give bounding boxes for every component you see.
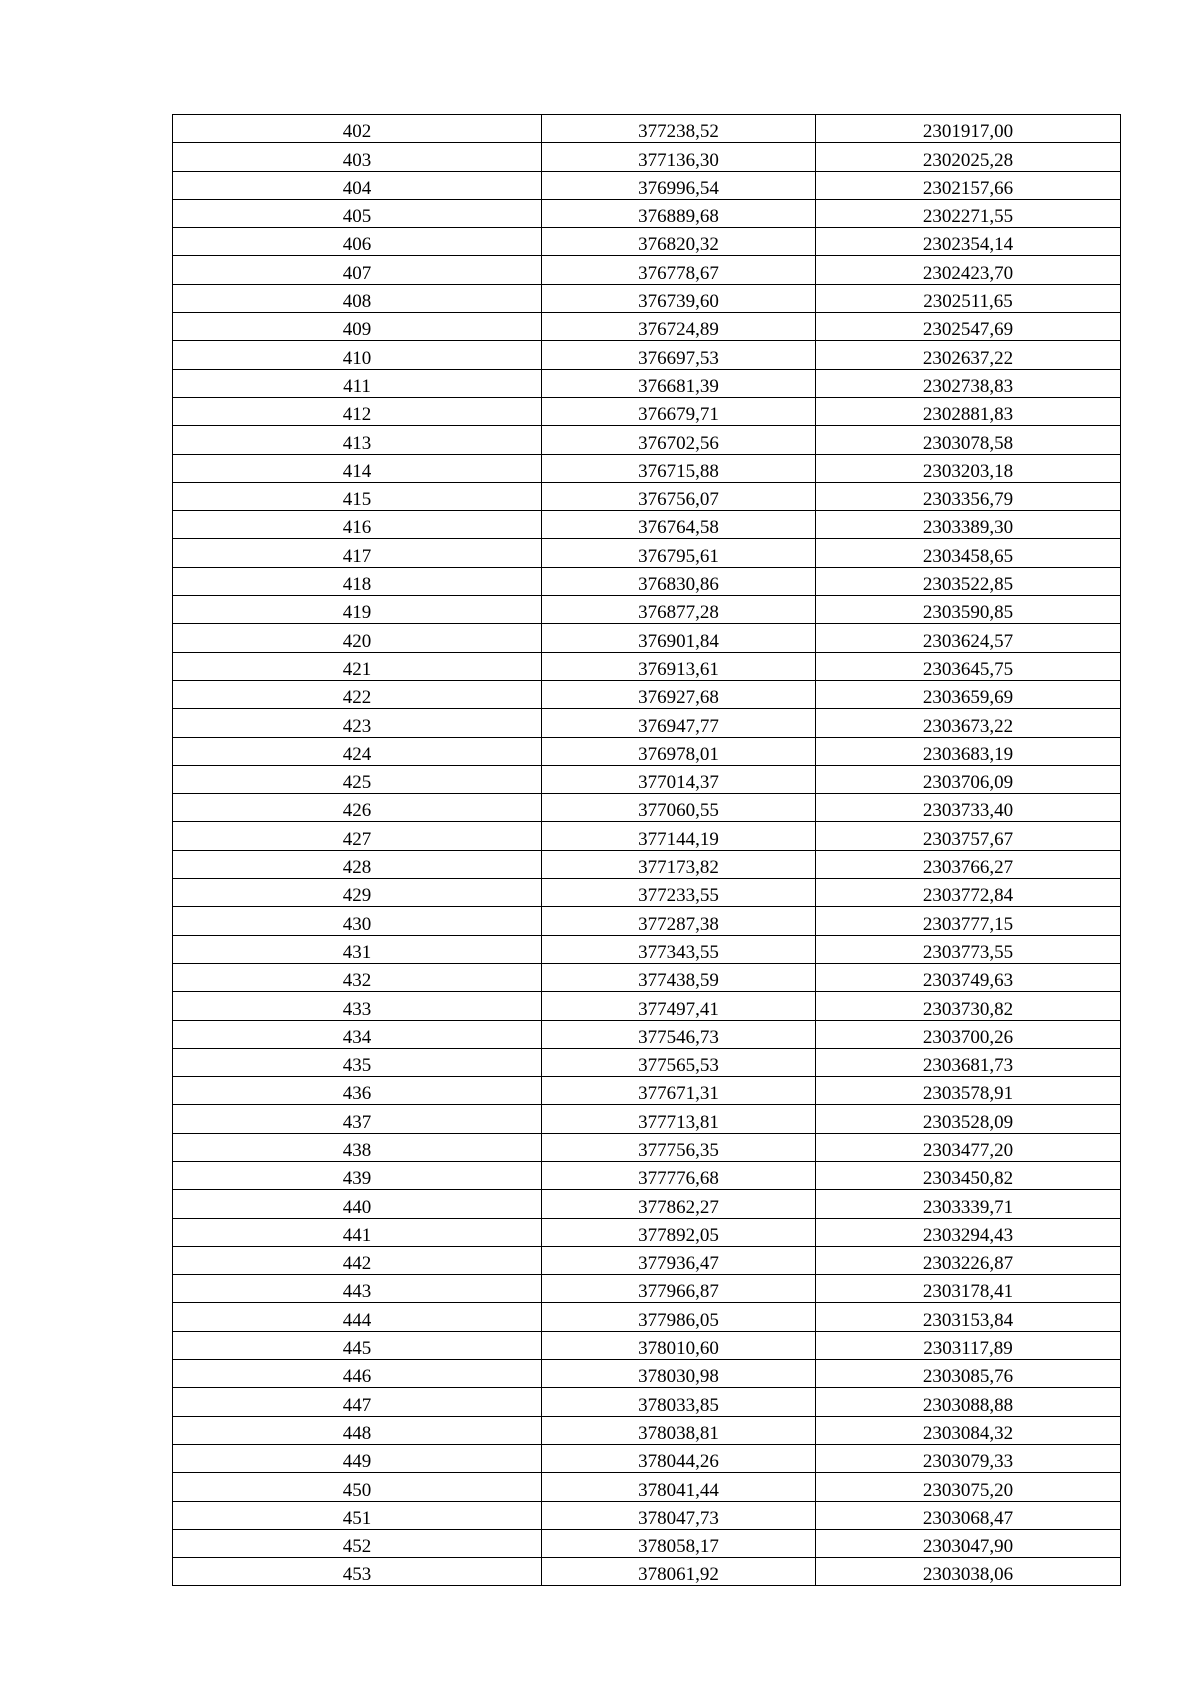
- coordinates-table-body: [173, 115, 1121, 1586]
- point-number-cell: 416: [173, 511, 542, 539]
- table-row: [173, 143, 1121, 171]
- y-coordinate-cell: 2303757,67: [816, 822, 1121, 850]
- x-coordinate-cell: 378061,92: [542, 1558, 816, 1586]
- x-coordinate-cell: 376820,32: [542, 228, 816, 256]
- point-number-cell: 425: [173, 765, 542, 793]
- y-coordinate-cell: 2303068,47: [816, 1501, 1121, 1529]
- table-row: [173, 1360, 1121, 1388]
- table-row: [173, 199, 1121, 227]
- point-number-cell: 433: [173, 992, 542, 1020]
- x-coordinate-cell: 376715,88: [542, 454, 816, 482]
- table-row: [173, 624, 1121, 652]
- point-number-cell: 439: [173, 1161, 542, 1189]
- point-number-cell: 403: [173, 143, 542, 171]
- x-coordinate-cell: 378030,98: [542, 1360, 816, 1388]
- y-coordinate-cell: 2303773,55: [816, 935, 1121, 963]
- x-coordinate-cell: 377136,30: [542, 143, 816, 171]
- point-number-cell: 427: [173, 822, 542, 850]
- y-coordinate-cell: 2303294,43: [816, 1218, 1121, 1246]
- point-number-cell: 429: [173, 879, 542, 907]
- point-number-cell: 423: [173, 709, 542, 737]
- y-coordinate-cell: 2303659,69: [816, 680, 1121, 708]
- table-row: [173, 426, 1121, 454]
- x-coordinate-cell: 376947,77: [542, 709, 816, 737]
- y-coordinate-cell: 2303117,89: [816, 1331, 1121, 1359]
- table-row: [173, 482, 1121, 510]
- point-number-cell: 417: [173, 539, 542, 567]
- table-row: [173, 1303, 1121, 1331]
- y-coordinate-cell: 2302157,66: [816, 171, 1121, 199]
- x-coordinate-cell: 376679,71: [542, 397, 816, 425]
- x-coordinate-cell: 377233,55: [542, 879, 816, 907]
- point-number-cell: 434: [173, 1020, 542, 1048]
- y-coordinate-cell: 2303681,73: [816, 1048, 1121, 1076]
- y-coordinate-cell: 2303706,09: [816, 765, 1121, 793]
- y-coordinate-cell: 2303178,41: [816, 1275, 1121, 1303]
- x-coordinate-cell: 377238,52: [542, 115, 816, 143]
- table-row: [173, 1558, 1121, 1586]
- y-coordinate-cell: 2302547,69: [816, 313, 1121, 341]
- y-coordinate-cell: 2302354,14: [816, 228, 1121, 256]
- y-coordinate-cell: 2303673,22: [816, 709, 1121, 737]
- table-row: [173, 822, 1121, 850]
- x-coordinate-cell: 377892,05: [542, 1218, 816, 1246]
- x-coordinate-cell: 376739,60: [542, 284, 816, 312]
- y-coordinate-cell: 2303450,82: [816, 1161, 1121, 1189]
- x-coordinate-cell: 378058,17: [542, 1529, 816, 1557]
- y-coordinate-cell: 2303772,84: [816, 879, 1121, 907]
- point-number-cell: 409: [173, 313, 542, 341]
- point-number-cell: 421: [173, 652, 542, 680]
- point-number-cell: 442: [173, 1246, 542, 1274]
- x-coordinate-cell: 377756,35: [542, 1133, 816, 1161]
- table-row: [173, 1048, 1121, 1076]
- y-coordinate-cell: 2302423,70: [816, 256, 1121, 284]
- table-row: [173, 313, 1121, 341]
- point-number-cell: 419: [173, 596, 542, 624]
- y-coordinate-cell: 2303528,09: [816, 1105, 1121, 1133]
- table-row: [173, 737, 1121, 765]
- point-number-cell: 411: [173, 369, 542, 397]
- x-coordinate-cell: 378038,81: [542, 1416, 816, 1444]
- x-coordinate-cell: 377343,55: [542, 935, 816, 963]
- table-row: [173, 907, 1121, 935]
- table-row: [173, 341, 1121, 369]
- table-row: [173, 171, 1121, 199]
- y-coordinate-cell: 2303088,88: [816, 1388, 1121, 1416]
- y-coordinate-cell: 2303477,20: [816, 1133, 1121, 1161]
- point-number-cell: 424: [173, 737, 542, 765]
- y-coordinate-cell: 2303084,32: [816, 1416, 1121, 1444]
- x-coordinate-cell: 376978,01: [542, 737, 816, 765]
- x-coordinate-cell: 376702,56: [542, 426, 816, 454]
- x-coordinate-cell: 377546,73: [542, 1020, 816, 1048]
- x-coordinate-cell: 376877,28: [542, 596, 816, 624]
- table-row: [173, 1105, 1121, 1133]
- point-number-cell: 443: [173, 1275, 542, 1303]
- point-number-cell: 441: [173, 1218, 542, 1246]
- table-row: [173, 1218, 1121, 1246]
- y-coordinate-cell: 2303389,30: [816, 511, 1121, 539]
- y-coordinate-cell: 2303079,33: [816, 1444, 1121, 1472]
- table-row: [173, 284, 1121, 312]
- table-row: [173, 454, 1121, 482]
- x-coordinate-cell: 377776,68: [542, 1161, 816, 1189]
- y-coordinate-cell: 2303458,65: [816, 539, 1121, 567]
- table-row: [173, 1077, 1121, 1105]
- point-number-cell: 413: [173, 426, 542, 454]
- table-row: [173, 596, 1121, 624]
- y-coordinate-cell: 2303153,84: [816, 1303, 1121, 1331]
- y-coordinate-cell: 2302025,28: [816, 143, 1121, 171]
- point-number-cell: 418: [173, 567, 542, 595]
- y-coordinate-cell: 2303578,91: [816, 1077, 1121, 1105]
- point-number-cell: 410: [173, 341, 542, 369]
- point-number-cell: 420: [173, 624, 542, 652]
- x-coordinate-cell: 376795,61: [542, 539, 816, 567]
- table-row: [173, 1473, 1121, 1501]
- point-number-cell: 426: [173, 794, 542, 822]
- point-number-cell: 404: [173, 171, 542, 199]
- table-row: [173, 1529, 1121, 1557]
- table-row: [173, 539, 1121, 567]
- y-coordinate-cell: 2303226,87: [816, 1246, 1121, 1274]
- point-number-cell: 453: [173, 1558, 542, 1586]
- y-coordinate-cell: 2303730,82: [816, 992, 1121, 1020]
- point-number-cell: 440: [173, 1190, 542, 1218]
- x-coordinate-cell: 377497,41: [542, 992, 816, 1020]
- point-number-cell: 447: [173, 1388, 542, 1416]
- table-row: [173, 115, 1121, 143]
- y-coordinate-cell: 2303624,57: [816, 624, 1121, 652]
- x-coordinate-cell: 376697,53: [542, 341, 816, 369]
- point-number-cell: 437: [173, 1105, 542, 1133]
- table-row: [173, 567, 1121, 595]
- x-coordinate-cell: 377936,47: [542, 1246, 816, 1274]
- table-row: [173, 963, 1121, 991]
- y-coordinate-cell: 2303749,63: [816, 963, 1121, 991]
- table-row: [173, 256, 1121, 284]
- point-number-cell: 451: [173, 1501, 542, 1529]
- x-coordinate-cell: 377565,53: [542, 1048, 816, 1076]
- x-coordinate-cell: 377060,55: [542, 794, 816, 822]
- y-coordinate-cell: 2303700,26: [816, 1020, 1121, 1048]
- x-coordinate-cell: 378010,60: [542, 1331, 816, 1359]
- table-row: [173, 765, 1121, 793]
- x-coordinate-cell: 377173,82: [542, 850, 816, 878]
- point-number-cell: 435: [173, 1048, 542, 1076]
- y-coordinate-cell: 2302511,65: [816, 284, 1121, 312]
- y-coordinate-cell: 2302881,83: [816, 397, 1121, 425]
- y-coordinate-cell: 2302271,55: [816, 199, 1121, 227]
- point-number-cell: 402: [173, 115, 542, 143]
- point-number-cell: 448: [173, 1416, 542, 1444]
- point-number-cell: 408: [173, 284, 542, 312]
- x-coordinate-cell: 377287,38: [542, 907, 816, 935]
- x-coordinate-cell: 378033,85: [542, 1388, 816, 1416]
- table-row: [173, 1444, 1121, 1472]
- table-row: [173, 709, 1121, 737]
- point-number-cell: 446: [173, 1360, 542, 1388]
- table-row: [173, 794, 1121, 822]
- y-coordinate-cell: 2303038,06: [816, 1558, 1121, 1586]
- point-number-cell: 428: [173, 850, 542, 878]
- x-coordinate-cell: 376756,07: [542, 482, 816, 510]
- y-coordinate-cell: 2303766,27: [816, 850, 1121, 878]
- point-number-cell: 432: [173, 963, 542, 991]
- table-row: [173, 369, 1121, 397]
- x-coordinate-cell: 377713,81: [542, 1105, 816, 1133]
- y-coordinate-cell: 2303085,76: [816, 1360, 1121, 1388]
- table-row: [173, 1275, 1121, 1303]
- point-number-cell: 450: [173, 1473, 542, 1501]
- table-row: [173, 680, 1121, 708]
- y-coordinate-cell: 2303075,20: [816, 1473, 1121, 1501]
- y-coordinate-cell: 2303356,79: [816, 482, 1121, 510]
- table-row: [173, 1388, 1121, 1416]
- table-row: [173, 992, 1121, 1020]
- x-coordinate-cell: 377862,27: [542, 1190, 816, 1218]
- y-coordinate-cell: 2303590,85: [816, 596, 1121, 624]
- table-row: [173, 1161, 1121, 1189]
- point-number-cell: 445: [173, 1331, 542, 1359]
- x-coordinate-cell: 376913,61: [542, 652, 816, 680]
- x-coordinate-cell: 377438,59: [542, 963, 816, 991]
- y-coordinate-cell: 2303683,19: [816, 737, 1121, 765]
- y-coordinate-cell: 2303777,15: [816, 907, 1121, 935]
- x-coordinate-cell: 377014,37: [542, 765, 816, 793]
- point-number-cell: 436: [173, 1077, 542, 1105]
- y-coordinate-cell: 2303339,71: [816, 1190, 1121, 1218]
- table-row: [173, 397, 1121, 425]
- point-number-cell: 449: [173, 1444, 542, 1472]
- y-coordinate-cell: 2302738,83: [816, 369, 1121, 397]
- x-coordinate-cell: 376764,58: [542, 511, 816, 539]
- x-coordinate-cell: 377671,31: [542, 1077, 816, 1105]
- x-coordinate-cell: 376681,39: [542, 369, 816, 397]
- point-number-cell: 422: [173, 680, 542, 708]
- x-coordinate-cell: 378044,26: [542, 1444, 816, 1472]
- table-row: [173, 228, 1121, 256]
- x-coordinate-cell: 376778,67: [542, 256, 816, 284]
- x-coordinate-cell: 376901,84: [542, 624, 816, 652]
- y-coordinate-cell: 2303047,90: [816, 1529, 1121, 1557]
- table-row: [173, 850, 1121, 878]
- table-row: [173, 935, 1121, 963]
- point-number-cell: 438: [173, 1133, 542, 1161]
- x-coordinate-cell: 376927,68: [542, 680, 816, 708]
- y-coordinate-cell: 2303078,58: [816, 426, 1121, 454]
- y-coordinate-cell: 2302637,22: [816, 341, 1121, 369]
- point-number-cell: 430: [173, 907, 542, 935]
- table-row: [173, 1501, 1121, 1529]
- table-row: [173, 511, 1121, 539]
- point-number-cell: 415: [173, 482, 542, 510]
- y-coordinate-cell: 2303522,85: [816, 567, 1121, 595]
- point-number-cell: 431: [173, 935, 542, 963]
- y-coordinate-cell: 2303203,18: [816, 454, 1121, 482]
- x-coordinate-cell: 378041,44: [542, 1473, 816, 1501]
- x-coordinate-cell: 377144,19: [542, 822, 816, 850]
- x-coordinate-cell: 377966,87: [542, 1275, 816, 1303]
- point-number-cell: 452: [173, 1529, 542, 1557]
- point-number-cell: 407: [173, 256, 542, 284]
- y-coordinate-cell: 2301917,00: [816, 115, 1121, 143]
- table-row: [173, 1246, 1121, 1274]
- point-number-cell: 412: [173, 397, 542, 425]
- point-number-cell: 414: [173, 454, 542, 482]
- y-coordinate-cell: 2303645,75: [816, 652, 1121, 680]
- table-row: [173, 1190, 1121, 1218]
- table-row: [173, 879, 1121, 907]
- table-row: [173, 1133, 1121, 1161]
- x-coordinate-cell: 376996,54: [542, 171, 816, 199]
- x-coordinate-cell: 378047,73: [542, 1501, 816, 1529]
- table-row: [173, 652, 1121, 680]
- table-row: [173, 1331, 1121, 1359]
- coordinates-table: [172, 114, 1121, 1586]
- x-coordinate-cell: 376724,89: [542, 313, 816, 341]
- point-number-cell: 406: [173, 228, 542, 256]
- x-coordinate-cell: 376889,68: [542, 199, 816, 227]
- y-coordinate-cell: 2303733,40: [816, 794, 1121, 822]
- point-number-cell: 405: [173, 199, 542, 227]
- point-number-cell: 444: [173, 1303, 542, 1331]
- x-coordinate-cell: 376830,86: [542, 567, 816, 595]
- x-coordinate-cell: 377986,05: [542, 1303, 816, 1331]
- table-row: [173, 1020, 1121, 1048]
- table-row: [173, 1416, 1121, 1444]
